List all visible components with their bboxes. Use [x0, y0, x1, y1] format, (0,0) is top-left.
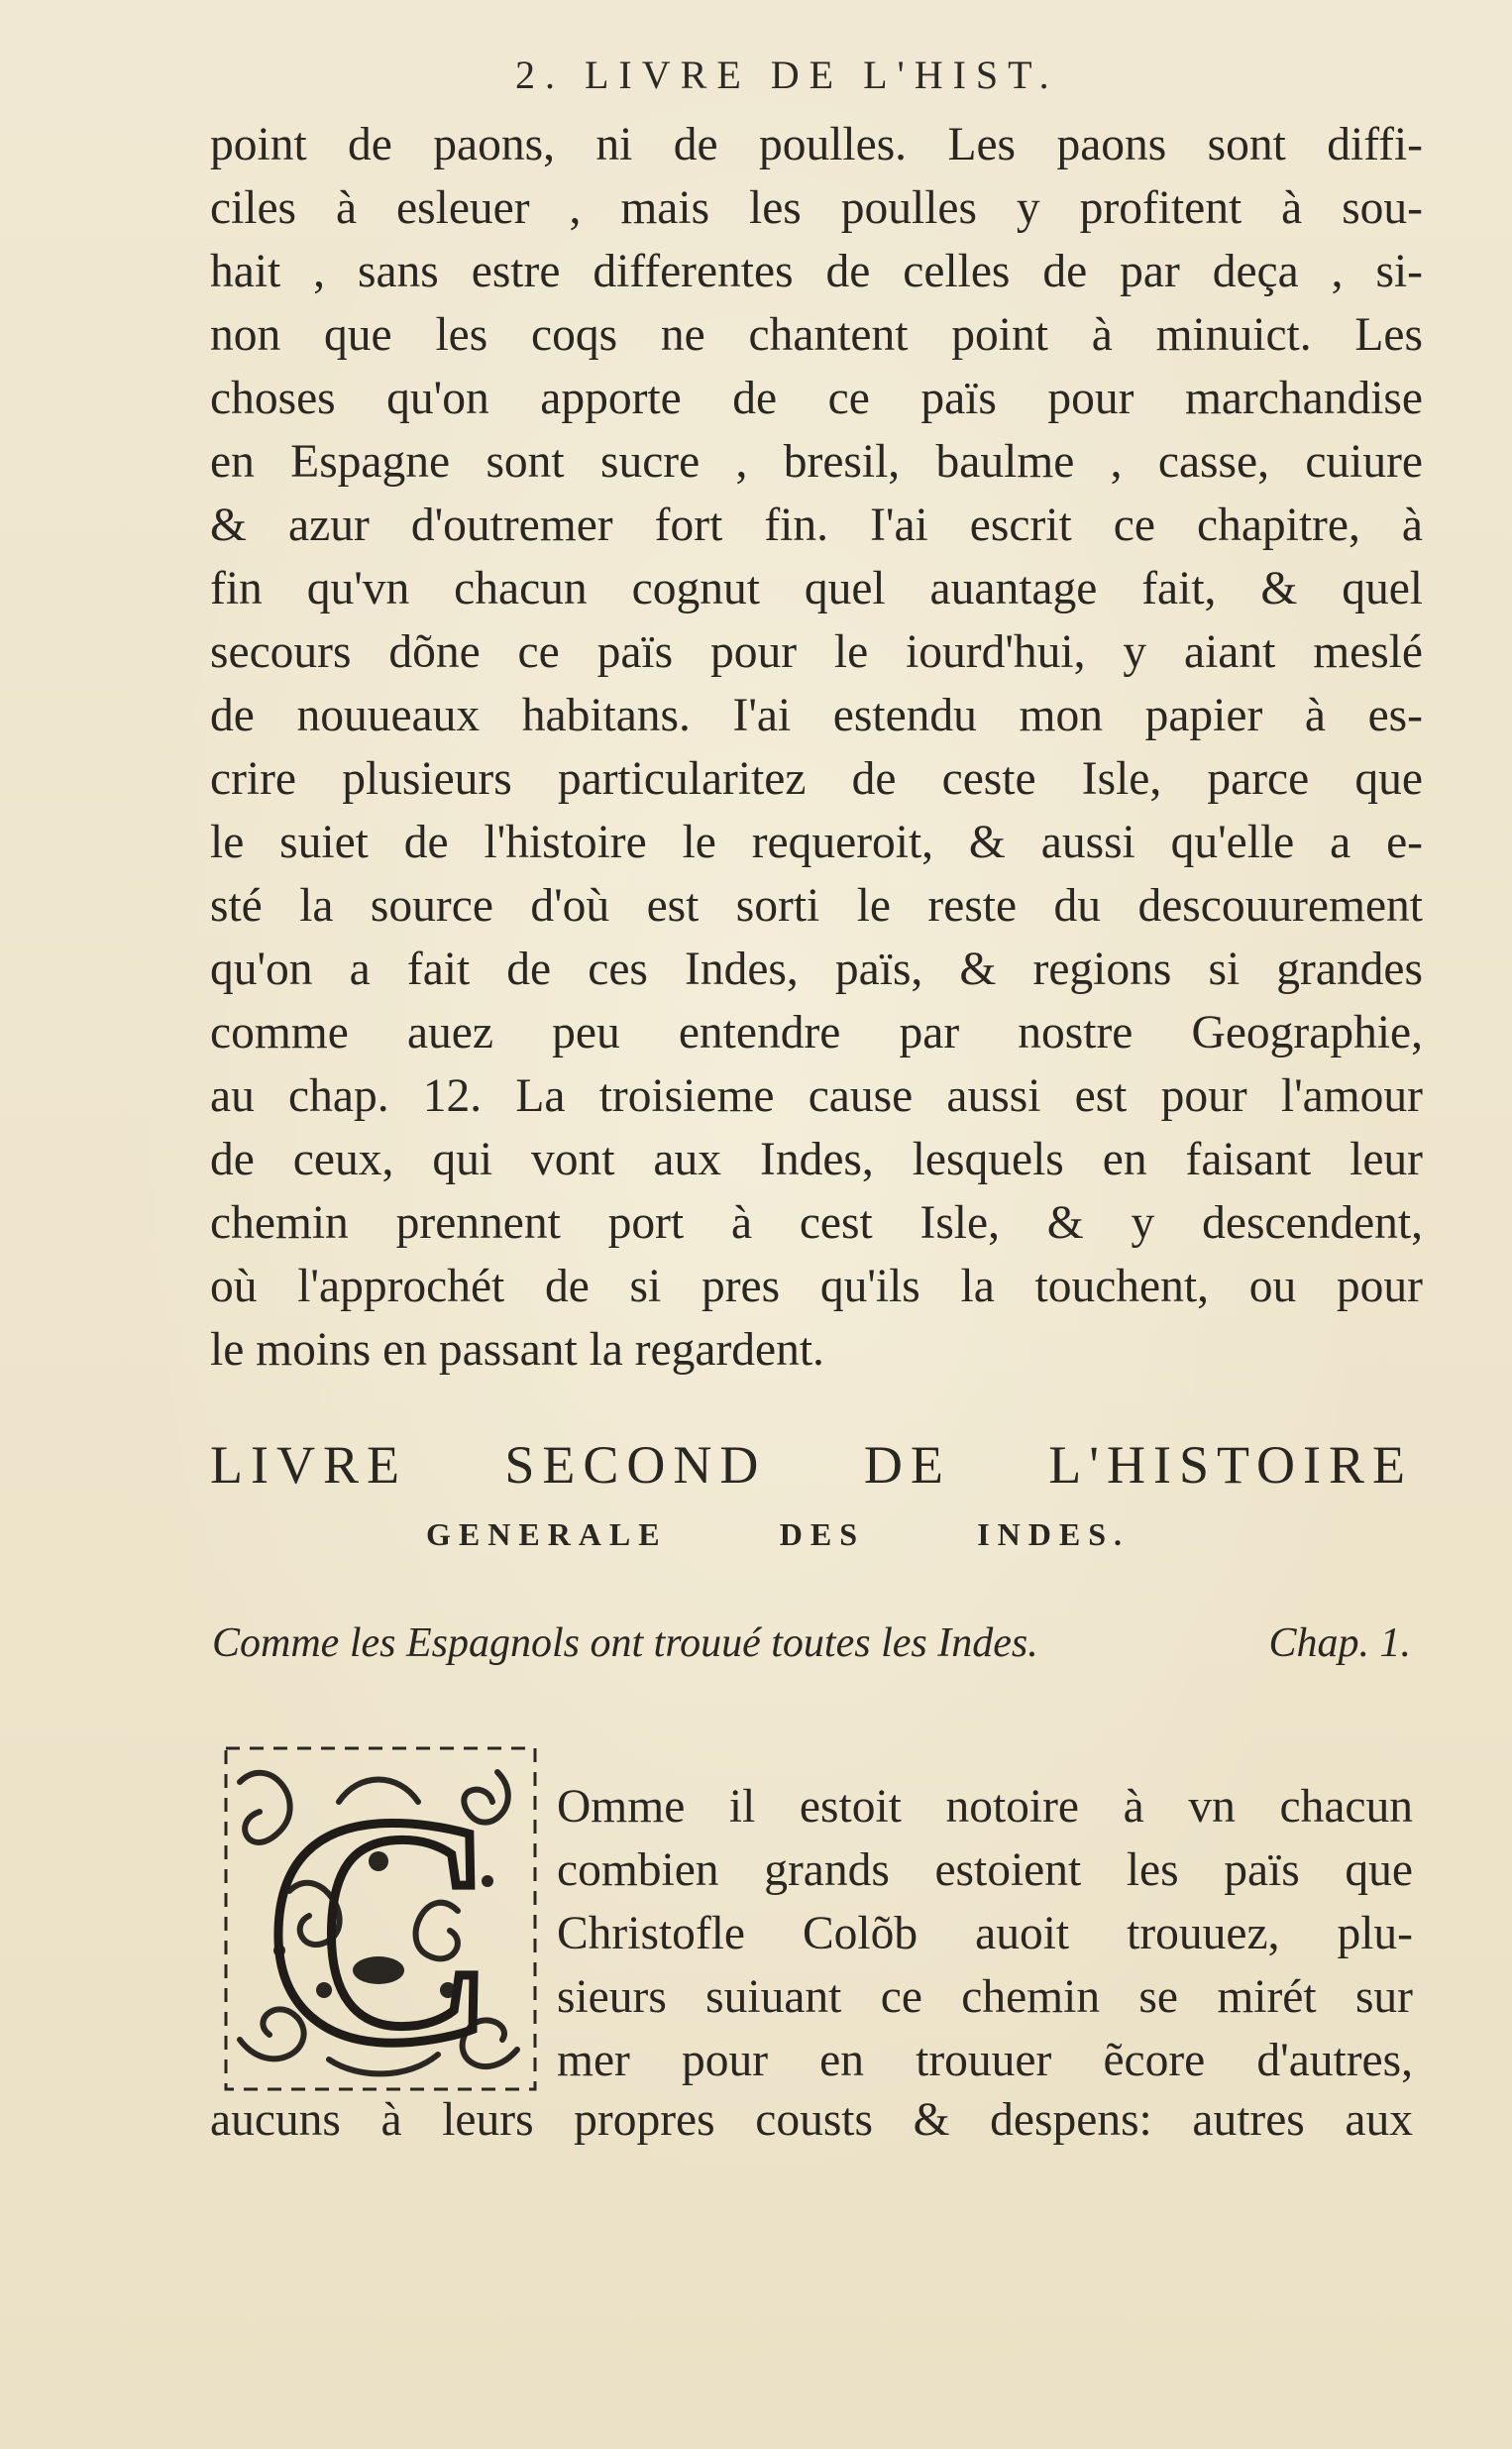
- chapter-heading: [212, 1619, 1411, 1667]
- book-subtitle: GENERALE DES INDES.: [426, 1516, 1130, 1552]
- text-line: au chap. 12. La troisieme cause aussi est pour l'amour: [210, 1070, 1423, 1122]
- text-line: de ceux, qui vont aux Indes, lesquels en faisant leur: [210, 1134, 1423, 1185]
- decorated-initial: [220, 1742, 541, 2095]
- text-line: ciles à esleuer , mais les poulles y profitent à sou-: [210, 182, 1423, 234]
- text-line: Christofle Colõb auoit trouuez, plu-: [557, 1908, 1413, 1959]
- text-line: le suiet de l'histoire le requeroit, & aussi qu'elle a e-: [210, 817, 1423, 868]
- text-line: le moins en passant la regardent.: [210, 1324, 824, 1376]
- text-line: où l'approchét de si pres qu'ils la touchent, ou pour: [210, 1261, 1423, 1312]
- text-line: aucuns à leurs propres cousts & despens: autres aux: [210, 2094, 1413, 2146]
- text-line: non que les coqs ne chantent point à minuict. Les: [210, 309, 1423, 361]
- running-head: 2. LIVRE DE L'HIST.: [515, 53, 1059, 97]
- text-line: chemin prennent port à cest Isle, & y descendent,: [210, 1197, 1423, 1249]
- text-line: point de paons, ni de poulles. Les paons sont diffi-: [210, 119, 1423, 170]
- drop-cap-letter: C: [262, 1749, 499, 2095]
- text-line: fin qu'vn chacun cognut quel auantage fait, & quel: [210, 563, 1423, 614]
- chapter-title: Comme les Espagnols ont trouué toutes les Indes.: [212, 1620, 1038, 1666]
- text-line: sté la source d'où est sorti le reste du descouurement: [210, 880, 1423, 932]
- body-paragraph: [210, 113, 1423, 1382]
- text-line: secours dõne ce païs pour le iourd'hui, y aiant meslé: [210, 626, 1423, 678]
- text-line: en Espagne sont sucre , bresil, baulme , casse, cuiure: [210, 436, 1423, 488]
- text-line: Omme il estoit notoire à vn chacun: [557, 1781, 1413, 1833]
- text-line: hait , sans estre differentes de celles de par deça , si-: [210, 246, 1423, 297]
- text-line: & azur d'outremer fort fin. I'ai escrit ce chapitre, à: [210, 500, 1423, 551]
- ornament-icon: [220, 1742, 541, 2095]
- text-line: de nouueaux habitans. I'ai estendu mon papier à es-: [210, 690, 1423, 741]
- initial-paragraph: [557, 1776, 1413, 2093]
- book-title: LIVRE SECOND DE L'HISTOIRE: [210, 1435, 1413, 1495]
- text-line: sieurs suiuant ce chemin se mirét sur: [557, 1971, 1413, 2023]
- continuation-paragraph: [210, 2088, 1413, 2152]
- text-line: mer pour en trouuer ẽcore d'autres,: [557, 2035, 1413, 2086]
- text-line: crire plusieurs particularitez de ceste Isle, parce que: [210, 753, 1423, 805]
- text-line: choses qu'on apporte de ce païs pour marchandise: [210, 373, 1423, 424]
- text-line: comme auez peu entendre par nostre Geographie,: [210, 1007, 1423, 1058]
- chapter-number: Chap. 1.: [1268, 1620, 1411, 1666]
- text-line: combien grands estoient les païs que: [557, 1844, 1413, 1896]
- text-line: qu'on a fait de ces Indes, païs, & regions si grandes: [210, 944, 1423, 995]
